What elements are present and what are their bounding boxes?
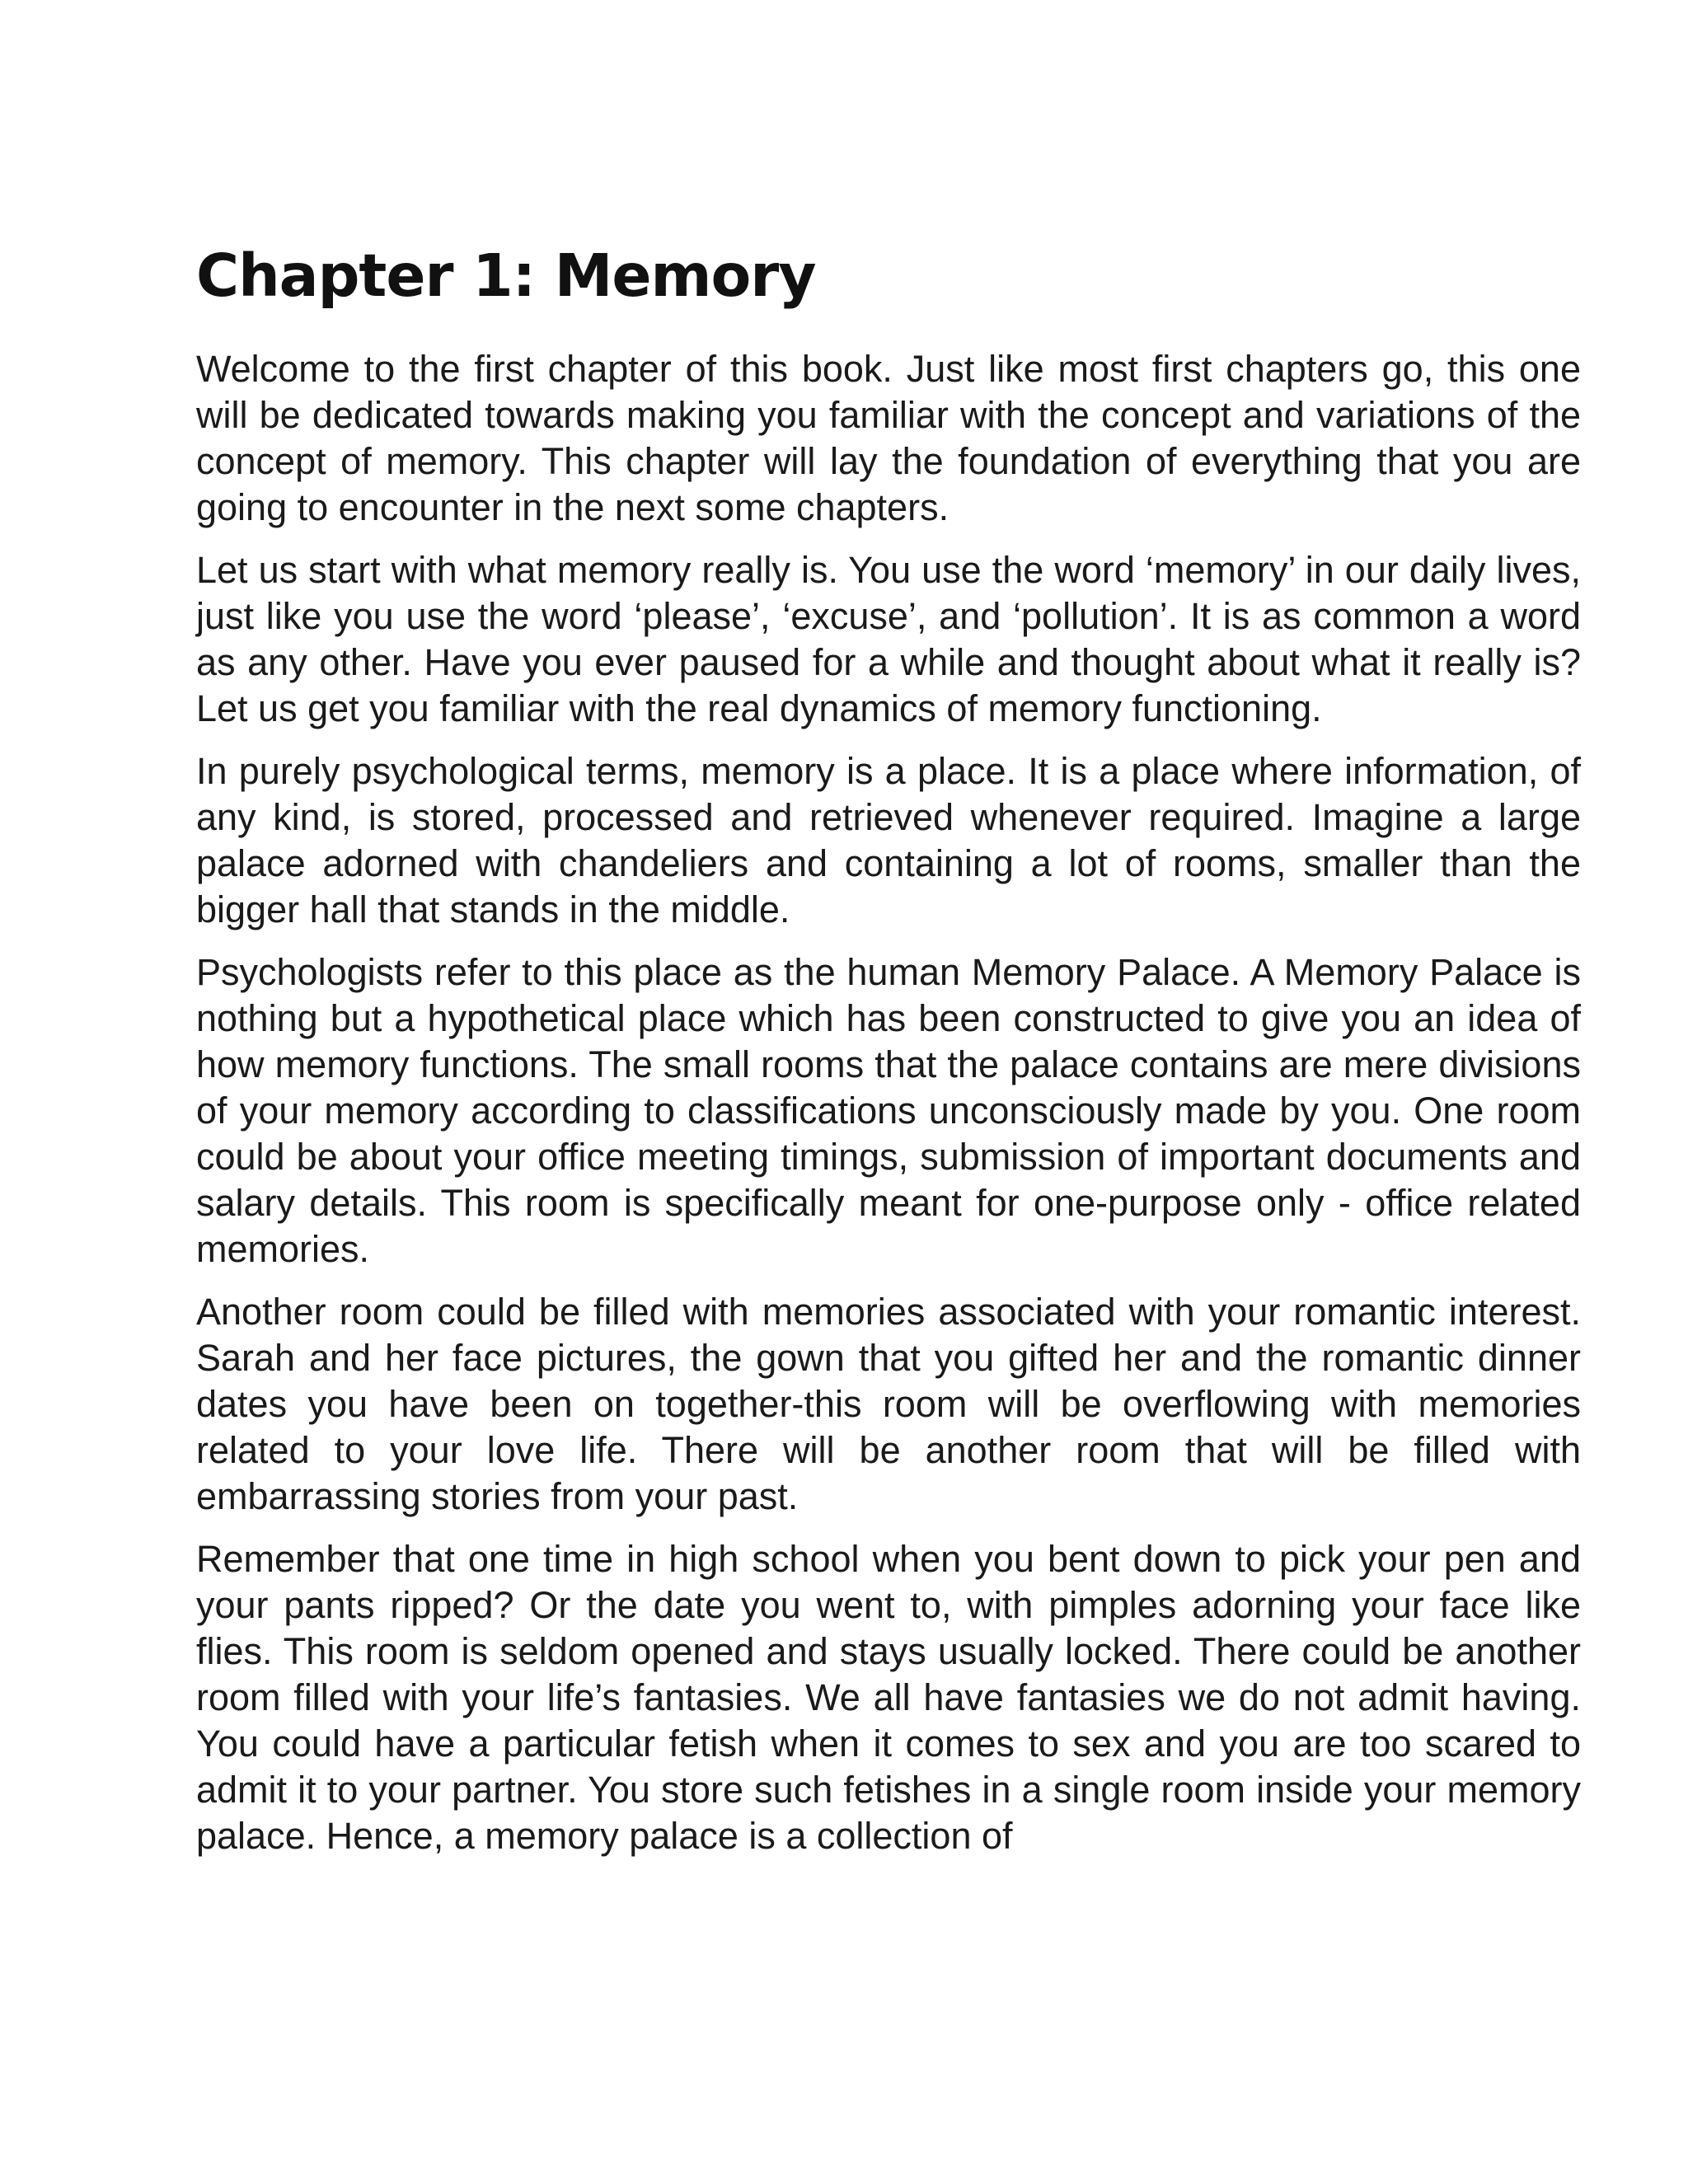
- chapter-title: Chapter 1: Memory: [196, 241, 816, 310]
- paragraph-4: Psychologists refer to this place as the human Memory Palace. A Memory Palace is nothing but a hypothetical place which has been constructed to give you an idea of how memory functions. The small rooms that the palace contains are mere divisions of your memory according to classifications unconsciously made by you. One room could be about your office meeting timings, submission of important documents and salary details. This room is specifically meant for one-purpose only - office related memories.: [196, 951, 1581, 1270]
- paragraph-6: Remember that one time in high school when you bent down to pick your pen and your pants ripped? Or the date you went to, with pimples adorning your face like flies. This room is seldom opened and stays usually locked. There could be another room filled with your life’s fantasies. We all have fantasies we do not admit having. You could have a particular fetish when it comes to sex and you are too scared to admit it to your partner. You store such fetishes in a single room inside your memory palace. Hence, a memory palace is a collection of: [196, 1538, 1581, 1857]
- page-content: [196, 239, 1581, 1876]
- paragraph-1: Welcome to the first chapter of this book. Just like most first chapters go, this one will be dedicated towards making you familiar with the concept and variations of the concept of memory. This chapter will lay the foundation of everything that you are going to encounter in the next some chapters.: [196, 348, 1581, 528]
- paragraph-5: Another room could be filled with memories associated with your romantic interest. Sarah and her face pictures, the gown that you gifted her and the romantic dinner dates you have been on together-this room will be overflowing with memories related to your love life. There will be another room that will be filled with embarrassing stories from your past.: [196, 1291, 1581, 1517]
- paragraph-3: In purely psychological terms, memory is a place. It is a place where information, of any kind, is stored, processed and retrieved whenever required. Imagine a large palace adorned with chandeliers and containing a lot of rooms, smaller than the bigger hall that stands in the middle.: [196, 750, 1581, 930]
- paragraph-2: Let us start with what memory really is. You use the word ‘memory’ in our daily lives, just like you use the word ‘please’, ‘excuse’, and ‘pollution’. It is as common a word as any other. Have you ever paused for a while and thought about what it really is? Let us get you familiar with the real dynamics of memory functioning.: [196, 549, 1581, 729]
